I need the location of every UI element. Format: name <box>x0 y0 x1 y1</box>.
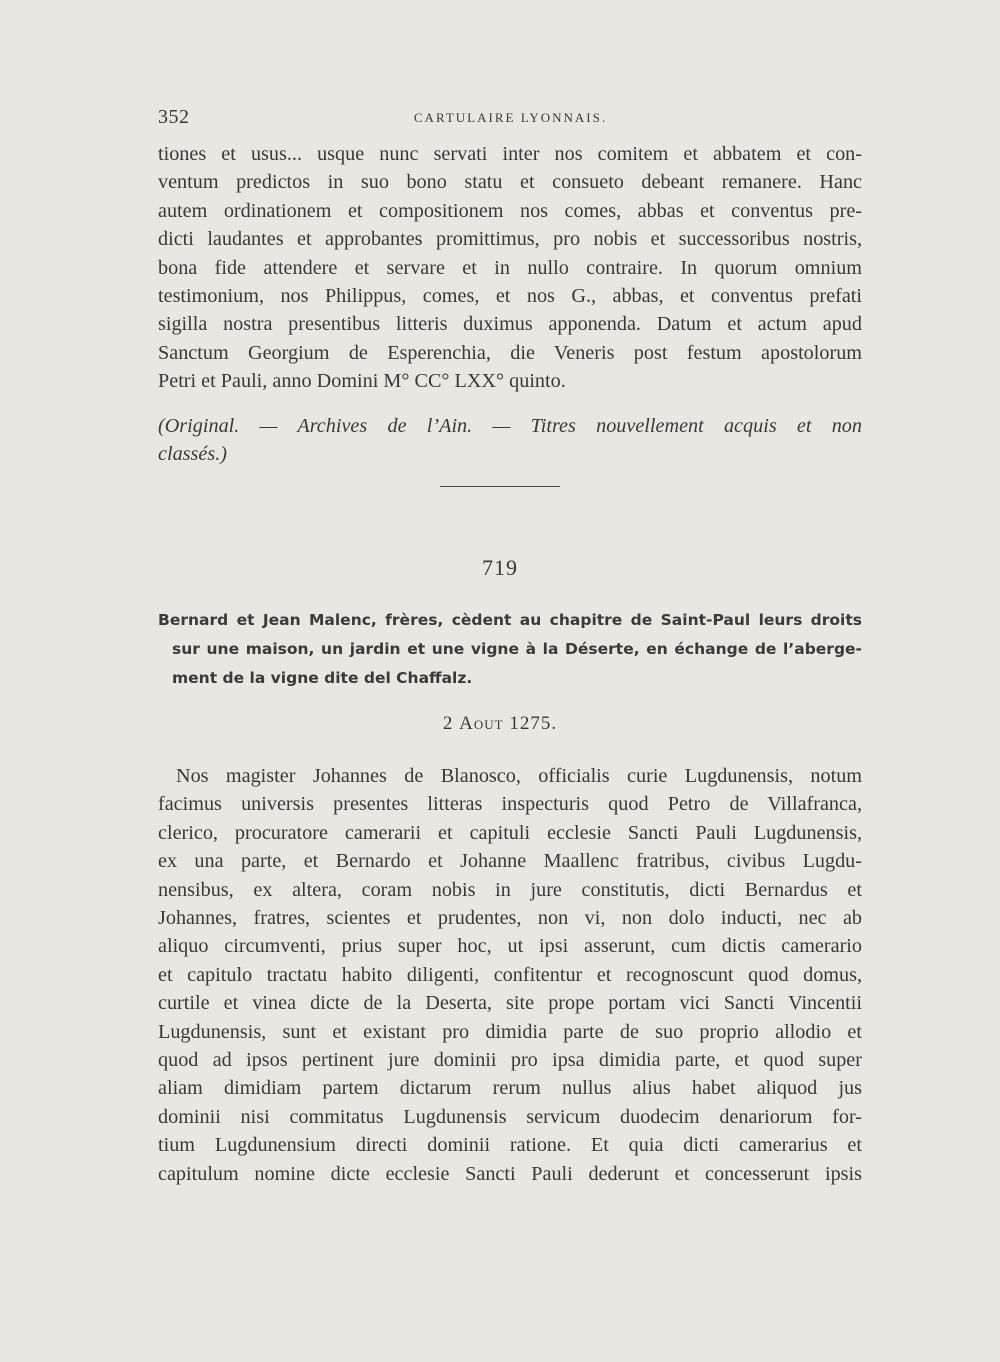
text-line: facimus universis presentes litteras inspecturis quod Petro de Villafranca, <box>158 793 862 816</box>
charter-date <box>0 713 1000 735</box>
text-line: Lugdunensis, sunt et existant pro dimidia parte de suo proprio allodio et <box>158 1020 862 1043</box>
text-line: Petri et Pauli, anno Domini M° CC° LXX° quinto. <box>158 370 566 393</box>
summary-line: sur une maison, un jardin et une vigne à la Déserte, en échange de l’aberge- <box>172 640 862 658</box>
text-line: testimonium, nos Philippus, comes, et nos G., abbas, et conventus prefati <box>158 285 862 308</box>
text-line: bona fide attendere et servare et in nullo contraire. In quorum omnium <box>158 256 862 279</box>
text-line: ventum predictos in suo bono statu et consueto debeant remanere. Hanc <box>158 171 862 194</box>
page-header <box>158 106 863 132</box>
charter-body <box>158 762 862 1188</box>
summary-line: ment de la vigne dite del Chaffalz. <box>172 669 473 687</box>
charter-summary <box>158 606 862 693</box>
text-line: et capitulo tractatu habito diligenti, confitentur et recognoscunt quod domus, <box>158 963 862 986</box>
charter-number: 719 <box>482 555 518 580</box>
text-line: sigilla nostra presentibus litteris duximus apponenda. Datum et actum apud <box>158 313 862 336</box>
text-line: dominii nisi commitatus Lugdunensis servicum duodecim denariorum for- <box>158 1105 862 1128</box>
running-head: CARTULAIRE LYONNAIS. <box>413 110 608 125</box>
text-line: Sanctum Georgium de Esperenchia, die Veneris post festum apostolorum <box>158 341 862 364</box>
text-line: curtile et vinea dicte de la Deserta, site prope portam vici Sancti Vincentii <box>158 992 862 1015</box>
summary-line: Bernard et Jean Malenc, frères, cèdent au chapitre de Saint-Paul leurs droits <box>158 611 862 629</box>
text-line: nensibus, ex altera, coram nobis in jure constitutis, dicti Bernardus et <box>158 878 862 901</box>
text-line: tium Lugdunensium directi dominii ratione. Et quia dicti camerarius et <box>158 1134 862 1157</box>
text-line: aliam dimidiam partem dictarum rerum nullus alius habet aliquod jus <box>158 1077 862 1100</box>
source-note <box>158 412 862 469</box>
date-month: Aout <box>459 713 504 734</box>
text-line: Johannes, fratres, scientes et prudentes, non vi, non dolo inducti, nec ab <box>158 907 862 930</box>
section-divider <box>440 486 560 487</box>
text-line: aliquo circumventi, prius super hoc, ut ipsi asserunt, cum dictis camerario <box>158 935 862 958</box>
text-line: tiones et usus... usque nunc servati inter nos comitem et abbatem et con- <box>158 143 862 165</box>
source-line: classés.) <box>158 443 227 466</box>
text-line: clerico, procuratore camerarii et capituli ecclesie Sancti Pauli Lugdunensis, <box>158 821 862 844</box>
text-line: autem ordinationem et compositionem nos comes, abbas et conventus pre- <box>158 199 862 222</box>
text-line: capitulum nomine dicte ecclesie Sancti Pauli dederunt et concesserunt ipsis <box>158 1162 862 1185</box>
source-line: (Original. — Archives de l’Ain. — Titres nouvellement acquis et non <box>158 415 862 437</box>
text-line: ex una parte, et Bernardo et Johanne Maallenc fratribus, civibus Lugdu- <box>158 850 862 873</box>
date-year: 1275. <box>503 713 558 734</box>
page-number: 352 <box>158 106 190 128</box>
continuation-paragraph <box>158 140 862 396</box>
text-line: Nos magister Johannes de Blanosco, officialis curie Lugdunensis, notum <box>176 765 862 787</box>
date-day: 2 <box>442 713 460 734</box>
text-line: dicti laudantes et approbantes promittimus, pro nobis et successoribus nostris, <box>158 228 862 251</box>
text-line: quod ad ipsos pertinent jure dominii pro ipsa dimidia parte, et quod super <box>158 1049 862 1072</box>
